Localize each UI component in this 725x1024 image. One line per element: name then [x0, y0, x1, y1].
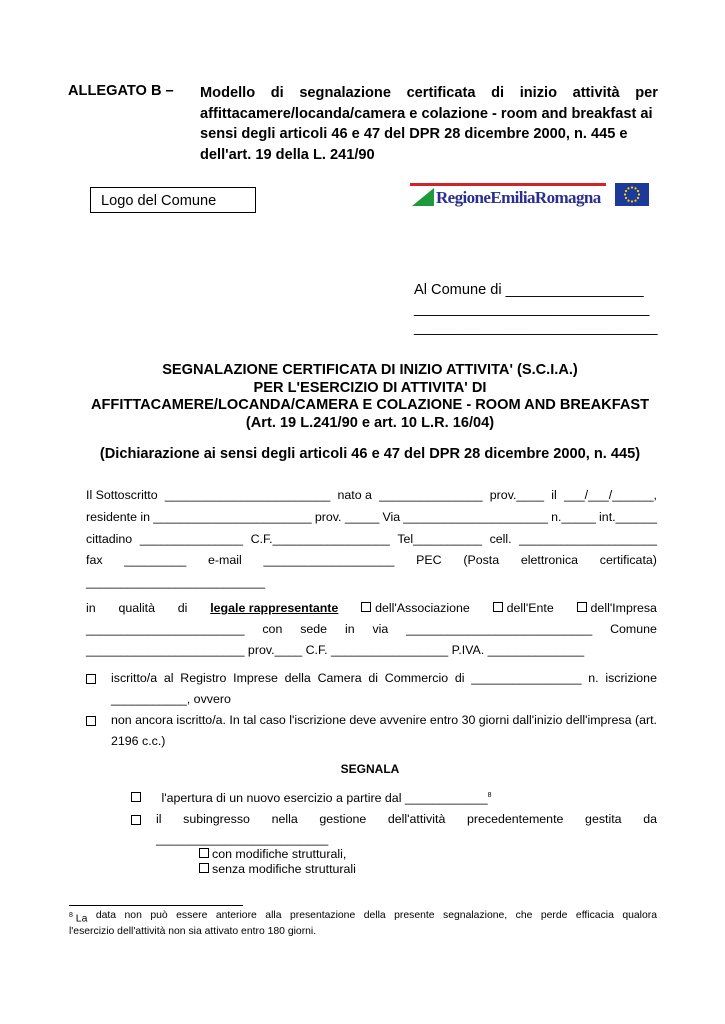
registry-text: [111, 671, 657, 685]
fn-10: segnalazione,: [443, 910, 508, 921]
r11-14: (art.: [634, 713, 657, 727]
row1-0: Il Sottoscritto: [86, 488, 158, 502]
not-registered-text-2: 2196 c.c.): [111, 734, 166, 748]
fn-w0: La: [75, 913, 88, 925]
r11-8: avvenire: [379, 713, 427, 727]
o2-6: gestita: [585, 812, 622, 826]
row3-4: cell.: [489, 532, 512, 546]
logo-box: [90, 187, 256, 213]
header-title-w1: Modello: [200, 85, 256, 101]
org-name-field[interactable]: _______________________: [86, 622, 245, 636]
takeover-text: [156, 812, 657, 826]
segnala-heading: SEGNALA: [340, 762, 400, 776]
registry-checkbox[interactable]: [86, 674, 96, 684]
header-title-w3: segnalazione: [299, 85, 391, 101]
addressee-block: [414, 281, 658, 338]
takeover-option[interactable]: [131, 812, 657, 846]
fn-6: alla: [265, 910, 282, 921]
registry-option[interactable]: [86, 671, 657, 706]
form-row-seat: [86, 622, 657, 636]
r9-8: di: [454, 671, 465, 685]
fn-8: della: [363, 910, 386, 921]
main-title-line-3: AFFITTACAMERE/LOCANDA/CAMERA E COLAZIONE - ROOM AND BREAKFAST: [90, 397, 650, 413]
form-row-fiscal[interactable]: _______________________ prov.____ C.F. _________________ P.IVA. ______________: [86, 643, 585, 657]
addressee-line-3: ______________________________: [414, 320, 658, 336]
footnote-number: 8: [69, 912, 73, 919]
region-logo-red-bar: [410, 183, 606, 186]
birthplace-field[interactable]: _______________: [379, 488, 483, 502]
r11-4: tal: [243, 713, 257, 727]
r9-0: iscritto/a: [111, 671, 158, 685]
form-row-citizen: [86, 532, 657, 546]
without-modifications-label: senza modifiche strutturali: [212, 862, 356, 876]
header-title-line-4: dell'art. 19 della L. 241/90: [200, 146, 375, 163]
fn-9: presente: [394, 910, 435, 921]
takeover-checkbox[interactable]: [131, 815, 141, 825]
row4-5: (Posta: [463, 553, 500, 567]
row6-2: di: [177, 601, 188, 615]
r11-2: iscritto/a.: [176, 713, 226, 727]
row1-5: il: [551, 488, 557, 502]
company-option[interactable]: [577, 601, 657, 615]
birth-prov-field[interactable]: prov.____: [489, 488, 544, 502]
association-checkbox[interactable]: [361, 602, 371, 612]
r9-4: della: [284, 671, 311, 685]
r11-6: l'iscrizione: [289, 713, 346, 727]
addressee-line-1: Al Comune di _________________: [414, 282, 644, 298]
new-opening-option[interactable]: [131, 791, 492, 805]
birthdate-field[interactable]: ___/___/______,: [563, 488, 657, 502]
row6-0: in: [86, 601, 96, 615]
entity-label: dell'Ente: [506, 601, 554, 615]
fn-7: presentazione: [289, 910, 356, 921]
main-title-line-4: (Art. 19 L.241/90 e art. 10 L.R. 16/04): [245, 414, 495, 431]
r11-1: ancora: [135, 713, 173, 727]
fn-1: data: [95, 910, 117, 921]
allegato-label: ALLEGATO B –: [68, 83, 174, 99]
header-title-line-2: affittacamere/locanda/camera e colazione - room and breakfast ai: [200, 105, 653, 122]
r11-13: dell'impresa: [565, 713, 632, 727]
r11-11: giorni: [478, 713, 510, 727]
header-title-line-1: [200, 83, 658, 104]
row7-2: sede: [300, 622, 328, 636]
r11-10: 30: [461, 713, 476, 727]
r9-10: n.: [588, 671, 599, 685]
eu-flag-icon: [615, 183, 649, 206]
r11-3: In: [229, 713, 240, 727]
row7-6: Comune: [610, 622, 657, 636]
mobile-field[interactable]: ____________________: [519, 532, 657, 546]
region-logo-flag-icon: [412, 188, 434, 206]
row2-0: residente in: [86, 510, 151, 524]
header-title-w5: di: [491, 85, 505, 101]
r11-12: dall'inizio: [512, 713, 563, 727]
fn-4: essere: [176, 910, 208, 921]
row1-2: nato a: [337, 488, 372, 502]
region-logo-text: RegioneEmiliaRomagna: [436, 188, 601, 207]
region-logo: [410, 183, 606, 211]
form-row-role: [86, 601, 657, 615]
main-title-line-1: SEGNALAZIONE CERTIFICATA DI INIZIO ATTIVITA' (S.C.I.A.): [162, 362, 578, 378]
fn-12: perde: [540, 910, 568, 921]
previous-manager-field[interactable]: _________________________: [156, 832, 329, 846]
main-title-line-2: PER L'ESERCIZIO DI ATTIVITA' DI: [253, 379, 487, 396]
r9-7: Commercio: [384, 671, 449, 685]
header-title-w7: attività: [572, 85, 620, 101]
logo-box-label: Logo del Comune: [101, 193, 217, 209]
o2-4: dell'attività: [387, 812, 446, 826]
association-label: dell'Associazione: [375, 601, 470, 615]
addressee-line-2: _____________________________: [414, 301, 650, 317]
header-title-w6: inizio: [519, 85, 557, 101]
row4-6: elettronica: [520, 553, 579, 567]
r9-3: Imprese: [233, 671, 278, 685]
structural-options: [199, 847, 356, 877]
not-registered-text: [111, 713, 657, 727]
with-modifications-option[interactable]: [199, 847, 356, 862]
fn-14: qualora: [622, 910, 657, 921]
fax-field[interactable]: _________: [124, 553, 187, 567]
r9-5: Camera: [317, 671, 362, 685]
entity-option[interactable]: [493, 601, 554, 615]
r11-5: caso: [259, 713, 286, 727]
header-title-w8: per: [635, 85, 658, 101]
fn-0: [69, 909, 87, 925]
row7-3: in: [344, 622, 355, 636]
entity-checkbox[interactable]: [493, 602, 503, 612]
row6-1: qualità: [118, 601, 155, 615]
fn-13: efficacia: [575, 910, 614, 921]
main-title: [40, 362, 700, 432]
header-title: [200, 83, 658, 165]
legal-rep-label: legale rappresentante: [210, 601, 339, 615]
r11-9: entro: [429, 713, 459, 727]
interior-field[interactable]: int.______: [599, 510, 657, 524]
r11-7: deve: [349, 713, 377, 727]
without-modifications-checkbox[interactable]: [199, 863, 209, 873]
o2-0: il: [156, 812, 162, 826]
fn-5: anteriore: [215, 910, 257, 921]
citizenship-field[interactable]: _______________: [139, 532, 244, 546]
row4-2: e-mail: [208, 553, 242, 567]
fn-11: che: [515, 910, 533, 921]
o2-7: da: [643, 812, 657, 826]
declaration-subtitle: (Dichiarazione ai sensi degli articoli 46 e 47 del DPR 28 dicembre 2000, n. 445): [99, 446, 641, 462]
residence-field[interactable]: _______________________: [153, 510, 312, 524]
r9-11: iscrizione: [605, 671, 657, 685]
residence-prov-field[interactable]: prov. _____: [314, 510, 380, 524]
seat-street-field[interactable]: ___________________________: [406, 622, 593, 636]
row4-4: PEC: [416, 553, 442, 567]
without-modifications-option[interactable]: [199, 862, 356, 877]
footnote-line-1: [69, 909, 657, 925]
company-checkbox[interactable]: [577, 602, 587, 612]
phone-field[interactable]: Tel__________: [397, 532, 483, 546]
company-label: dell'Impresa: [590, 601, 657, 615]
form-row-contact: [86, 553, 657, 567]
header-title-w4: certificata: [406, 85, 476, 101]
email-field[interactable]: ___________________: [263, 553, 395, 567]
form-row-name: [86, 488, 657, 502]
r11-0: non: [111, 713, 132, 727]
footnote-ref: 8: [487, 791, 492, 799]
registry-number-line[interactable]: ___________, ovvero: [111, 692, 231, 706]
new-opening-checkbox[interactable]: [131, 792, 141, 802]
footnote-line-2: l'esercizio dell'attività non sia attivato entro 180 giorni.: [69, 926, 317, 938]
association-option[interactable]: [361, 601, 470, 615]
o2-5: precedentemente: [466, 812, 564, 826]
row7-1: con: [262, 622, 283, 636]
surname-field[interactable]: ________________________: [164, 488, 331, 502]
row3-0: cittadino: [86, 532, 133, 546]
with-modifications-checkbox[interactable]: [199, 848, 209, 858]
r9-2: Registro: [180, 671, 227, 685]
header-title-w2: di: [270, 85, 284, 101]
row4-0: fax: [86, 553, 103, 567]
r9-1: al: [163, 671, 174, 685]
tax-code-field[interactable]: C.F._________________: [250, 532, 390, 546]
o2-3: gestione: [319, 812, 367, 826]
not-registered-checkbox[interactable]: [86, 716, 96, 726]
header-title-line-3: sensi degli articoli 46 e 47 del DPR 28 dicembre 2000, n. 445 e: [200, 126, 628, 142]
not-registered-option[interactable]: [86, 713, 657, 748]
fn-2: non: [124, 910, 142, 921]
o2-2: nella: [271, 812, 298, 826]
footnote-divider: [69, 905, 243, 906]
row4-7: certificata): [599, 553, 657, 567]
new-opening-label: l'apertura di un nuovo esercizio a partire dal ____________: [161, 791, 488, 805]
r9-6: di: [368, 671, 379, 685]
row7-4: via: [372, 622, 389, 636]
row2-3: Via: [382, 510, 401, 524]
o2-1: subingresso: [183, 812, 250, 826]
fn-3: può: [150, 910, 168, 921]
street-number-field[interactable]: n._____: [551, 510, 596, 524]
form-row-residence: [86, 510, 657, 524]
pec-field[interactable]: __________________________: [86, 575, 266, 589]
street-field[interactable]: _____________________: [403, 510, 548, 524]
footnote: [69, 909, 657, 938]
chamber-field[interactable]: ________________: [471, 671, 582, 685]
with-modifications-label: con modifiche strutturali,: [212, 847, 347, 861]
